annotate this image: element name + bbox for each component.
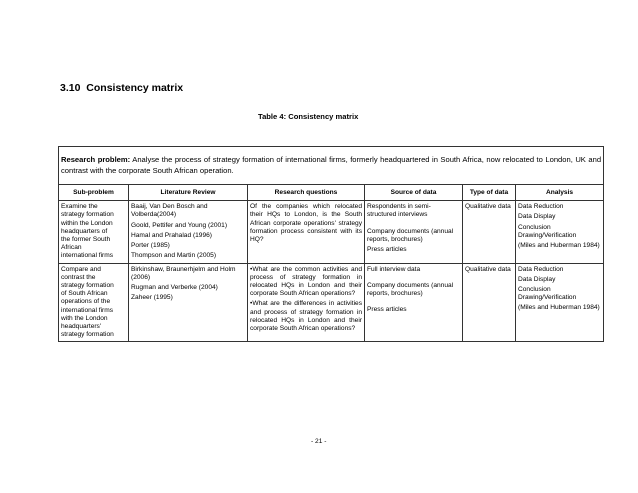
header-analysis: Analysis	[516, 185, 604, 201]
data-source: Full interview data	[367, 265, 421, 273]
analysis-step: Data Display	[518, 275, 556, 283]
header-sub-problem: Sub-problem	[59, 185, 129, 201]
literature-reference: Thompson and Martin (2005)	[131, 252, 217, 260]
analysis-step: Data Reduction	[518, 203, 564, 211]
table-caption: Table 4: Consistency matrix	[258, 112, 359, 121]
table-row	[59, 201, 604, 263]
header-research-questions: Research questions	[248, 185, 365, 201]
source-cell	[365, 263, 463, 342]
sub-problem-line: contrast the	[61, 273, 96, 281]
sub-problem-line: of South African	[61, 290, 108, 298]
analysis-step: Data Reduction	[518, 265, 564, 273]
sub-problem-line: international firms	[61, 306, 114, 314]
section-title: Consistency matrix	[86, 82, 184, 94]
type-cell: Qualitative data	[463, 201, 516, 263]
data-source: Press articles	[367, 246, 407, 254]
research-problem-cell	[59, 147, 604, 185]
sub-problem-line: headquarters'	[61, 323, 102, 331]
sub-problem-line: within the London	[61, 219, 113, 227]
section-number: 3.10	[60, 82, 81, 94]
analysis-step: Conclusion Drawing/Verification	[518, 223, 577, 239]
data-source: Company documents (annual reports, brochures)	[367, 227, 454, 243]
analysis-citation: (Miles and Huberman 1984)	[518, 304, 600, 312]
analysis-cell	[516, 263, 604, 342]
literature-reference: Porter (1985)	[131, 242, 170, 250]
sub-problem-line: international firms	[61, 252, 114, 260]
data-source: Respondents in semi-structured interviews	[367, 203, 431, 219]
sub-problem-line: operations of the	[61, 298, 111, 306]
sub-problem-line: strategy formation	[61, 211, 114, 219]
section-heading	[60, 82, 183, 94]
header-row	[59, 185, 604, 201]
literature-reference: Birkinshaw, Braunerhjelm and Holm (2006)	[131, 265, 236, 281]
research-question-cell	[248, 201, 365, 263]
research-problem-label: Research problem:	[61, 155, 131, 164]
literature-reference: Baaij, Van Den Bosch and Volberda(2004)	[131, 203, 208, 219]
sub-problem-line: strategy formation	[61, 282, 114, 290]
type-cell: Qualitative data	[463, 263, 516, 342]
analysis-step: Data Display	[518, 213, 556, 221]
literature-cell	[129, 263, 248, 342]
sub-problem-cell	[59, 201, 129, 263]
research-problem-text: Analyse the process of strategy formation of international firms, formerly headquartered in South Africa, now relocated to London, UK and contrast with the corporate South African operation.	[61, 155, 602, 175]
literature-reference: Zaheer (1995)	[131, 294, 173, 302]
sub-problem-line: with the London	[61, 314, 108, 322]
data-source: Press articles	[367, 306, 407, 314]
analysis-step: Conclusion Drawing/Verification	[518, 286, 577, 302]
research-question: • What are the differences in activities and process of strategy formation in relocated HQs in London and their corporate South African operations?	[250, 300, 362, 333]
sub-problem-line: Examine the	[61, 203, 98, 211]
header-literature-review: Literature Review	[129, 185, 248, 201]
sub-problem-cell	[59, 263, 129, 342]
header-source-of-data: Source of data	[365, 185, 463, 201]
literature-reference: Rugman and Verberke (2004)	[131, 284, 218, 292]
research-question: Of the companies which relocated their HQs to London, is the South African corporate operations' strategy formation process consistent with its HQ?	[250, 203, 362, 244]
analysis-citation: (Miles and Huberman 1984)	[518, 242, 600, 250]
research-problem-row	[59, 147, 604, 185]
source-cell	[365, 201, 463, 263]
sub-problem-line: the former South	[61, 236, 111, 244]
sub-problem-line: Compare and	[61, 265, 101, 273]
sub-problem-line: strategy formation	[61, 331, 114, 339]
analysis-cell	[516, 201, 604, 263]
research-question: • What are the common activities and process of strategy formation in relocated HQs in London and their corporate South African operations?	[250, 266, 362, 299]
sub-problem-line: African	[61, 244, 82, 252]
consistency-matrix-table	[58, 146, 604, 342]
research-question-cell	[248, 263, 365, 342]
table-row	[59, 263, 604, 342]
data-source: Company documents (annual reports, brochures)	[367, 281, 454, 298]
page-number: - 21 -	[311, 438, 327, 445]
header-type-of-data: Type of data	[463, 185, 516, 201]
literature-cell	[129, 201, 248, 263]
sub-problem-line: headquarters of	[61, 227, 108, 235]
literature-reference: Goold, Pettifer and Young (2001)	[131, 221, 228, 229]
literature-reference: Hamal and Prahalad (1996)	[131, 231, 213, 239]
